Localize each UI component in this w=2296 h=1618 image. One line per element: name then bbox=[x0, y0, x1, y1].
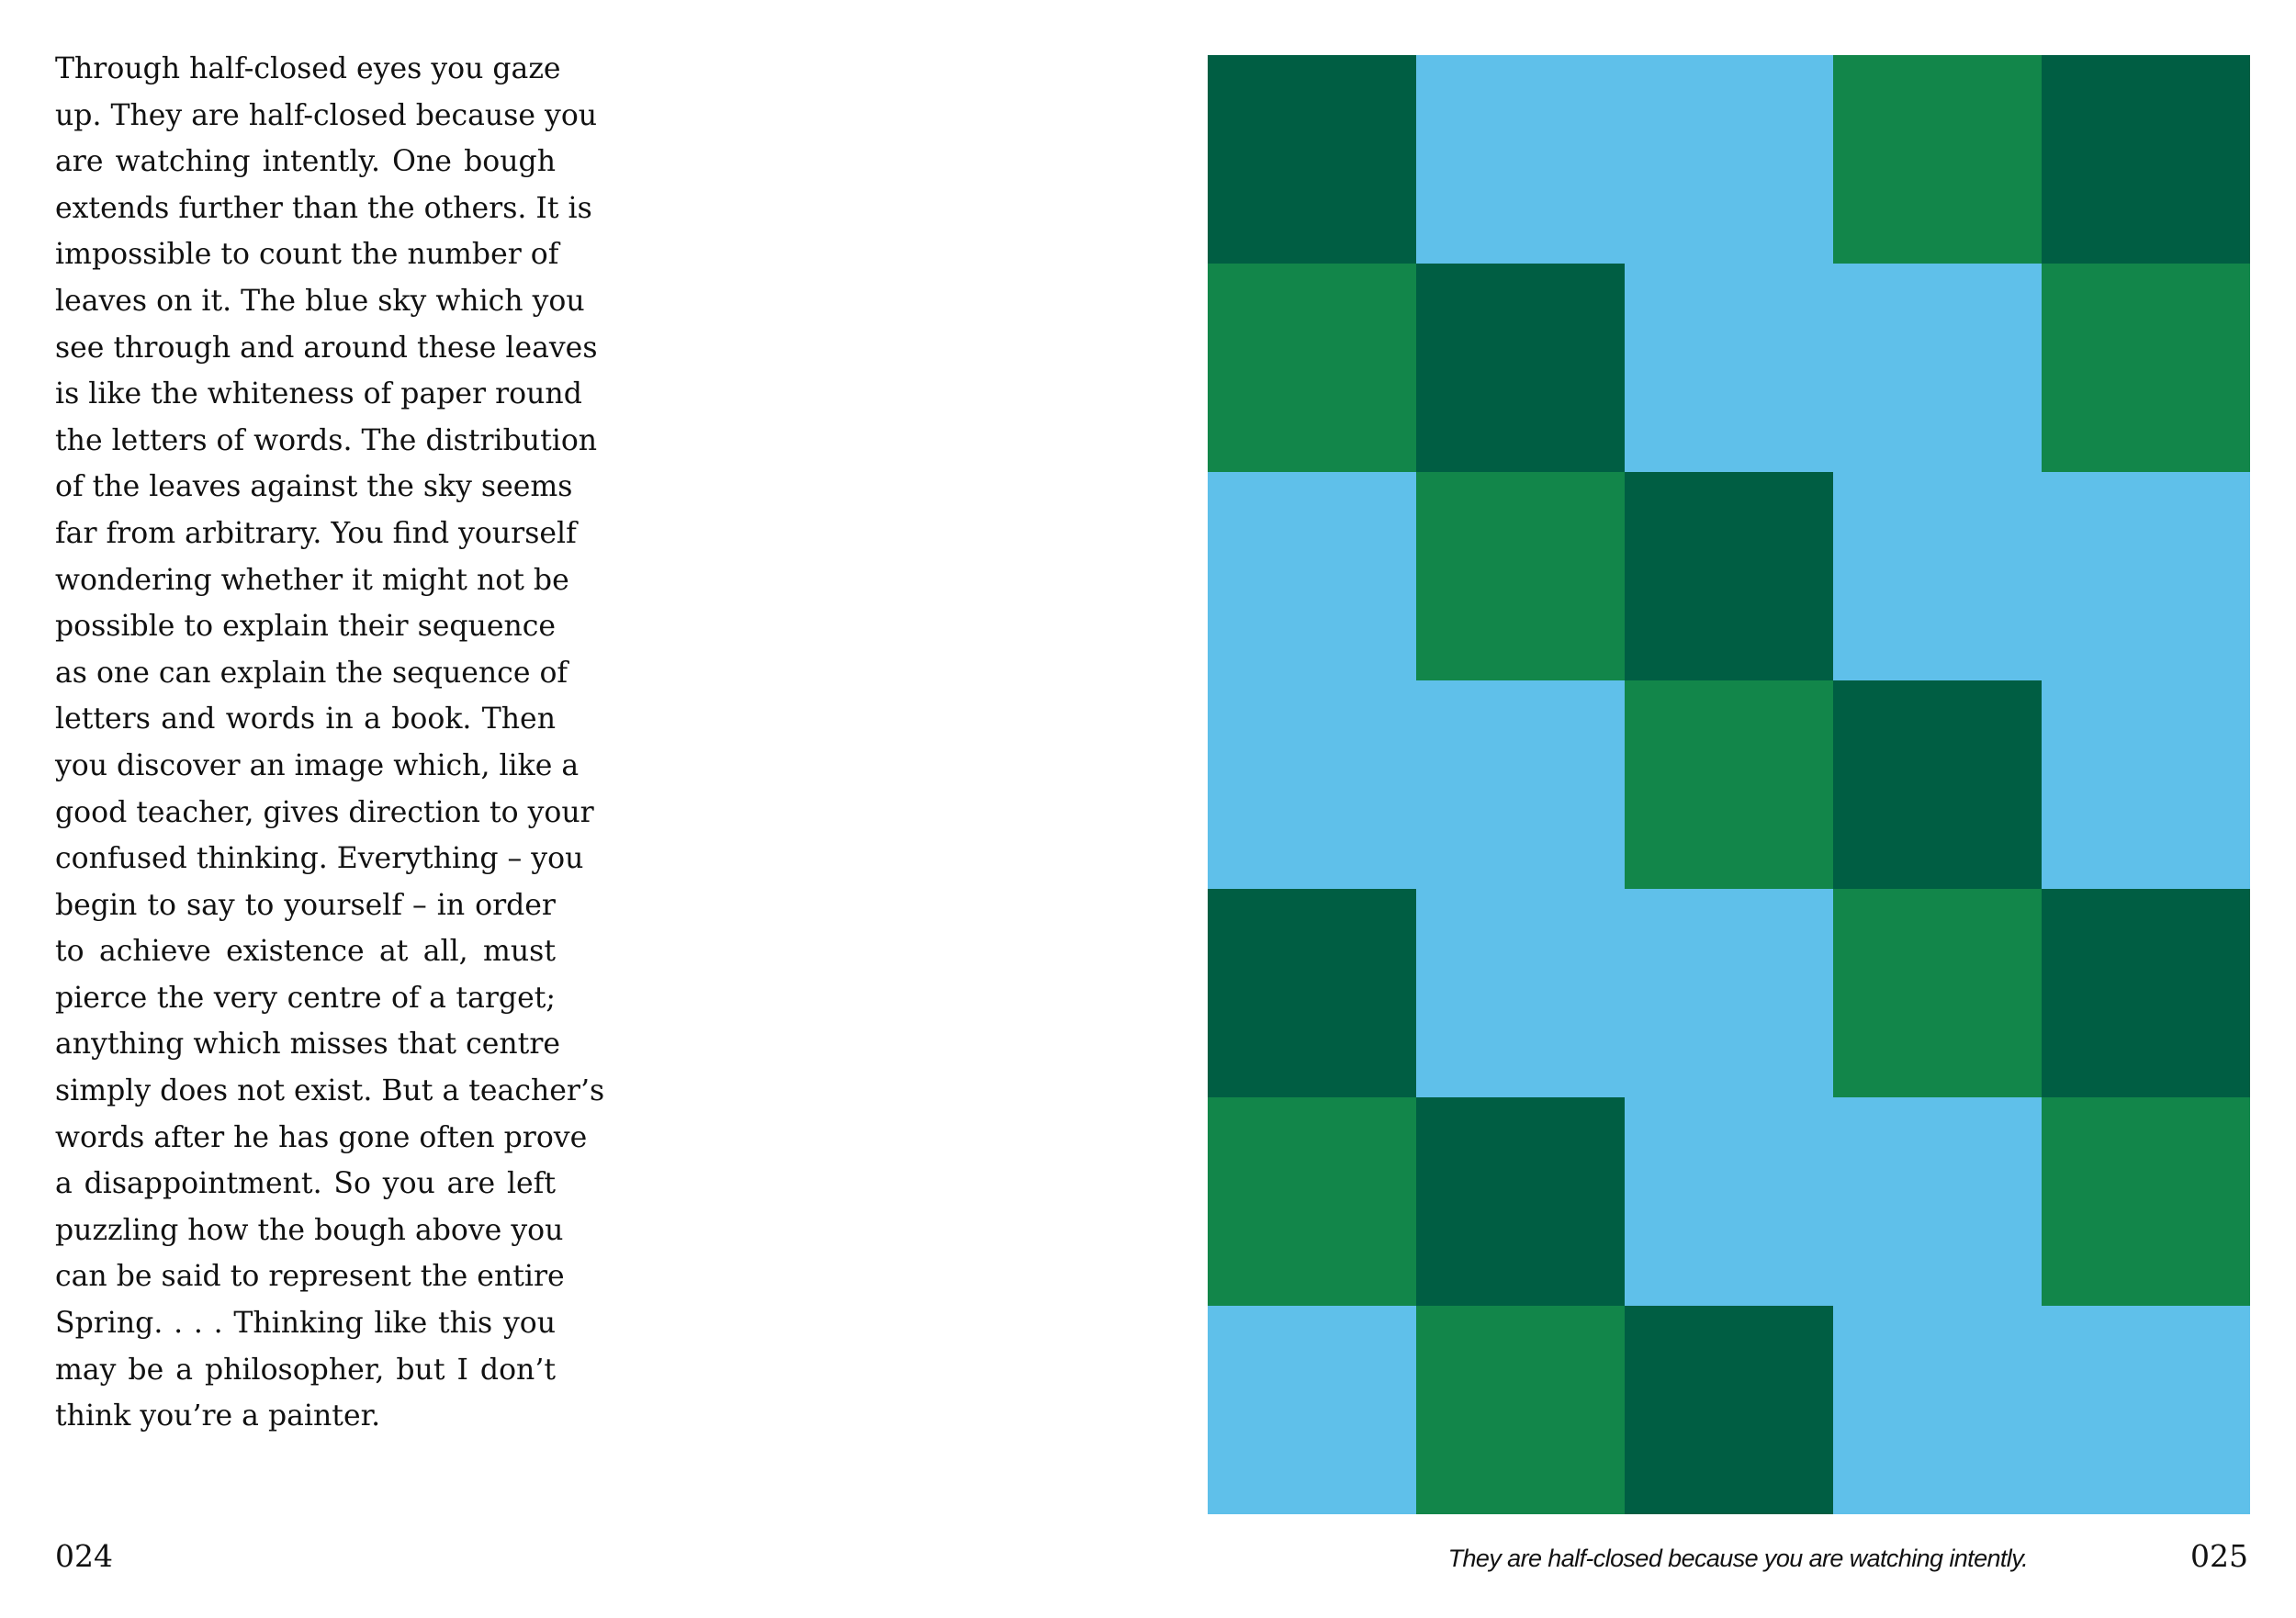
body-text bbox=[55, 46, 605, 1440]
body-text-line: is like the whiteness of paper round bbox=[55, 377, 582, 411]
artwork-tile-leaf-light bbox=[1208, 264, 1416, 472]
artwork-tile-sky bbox=[1208, 1306, 1416, 1514]
artwork-tile-sky bbox=[1833, 472, 2042, 680]
body-text-line: good teacher, gives direction to your bbox=[55, 795, 594, 829]
pixel-tree-artwork bbox=[1208, 55, 2250, 1514]
body-text-line: think you’re a painter. bbox=[55, 1399, 381, 1433]
body-text-line: letters and words in a book. Then bbox=[55, 702, 556, 736]
page-number-left: 024 bbox=[55, 1538, 113, 1574]
artwork-tile-leaf-light bbox=[1833, 55, 2042, 264]
body-text-line: extends further than the others. It is bbox=[55, 191, 592, 225]
artwork-tile-leaf-light bbox=[2042, 264, 2250, 472]
body-text-line: puzzling how the bough above you bbox=[55, 1213, 564, 1247]
artwork-tile-sky bbox=[1833, 1306, 2042, 1514]
body-text-line: may be a philosopher, but I don’t bbox=[55, 1353, 556, 1387]
artwork-tile-leaf-dark bbox=[1833, 680, 2042, 889]
body-text-line: are watching intently. One bough bbox=[55, 145, 556, 179]
body-text-line: far from arbitrary. You find yourself bbox=[55, 516, 577, 550]
body-text-line: you discover an image which, like a bbox=[55, 748, 580, 782]
body-text-line: impossible to count the number of bbox=[55, 238, 559, 272]
artwork-tile-sky bbox=[2042, 680, 2250, 889]
artwork-tile-leaf-dark bbox=[1416, 1097, 1625, 1306]
body-text-line: Spring. . . . Thinking like this you bbox=[55, 1307, 556, 1341]
artwork-tile-sky bbox=[1416, 55, 1625, 264]
body-text-line: possible to explain their sequence bbox=[55, 610, 557, 644]
artwork-tile-sky bbox=[1416, 889, 1625, 1097]
body-text-line: of the leaves against the sky seems bbox=[55, 470, 573, 504]
body-text-line: confused thinking. Everything – you bbox=[55, 842, 584, 876]
artwork-tile-sky bbox=[1833, 1097, 2042, 1306]
artwork-tile-sky bbox=[1625, 55, 1833, 264]
artwork-tile-leaf-dark bbox=[2042, 889, 2250, 1097]
artwork-tile-sky bbox=[1625, 889, 1833, 1097]
body-text-line: see through and around these leaves bbox=[55, 331, 598, 365]
artwork-tile-sky bbox=[1833, 264, 2042, 472]
artwork-tile-leaf-dark bbox=[1416, 264, 1625, 472]
body-text-line: to achieve existence at all, must bbox=[55, 935, 556, 969]
artwork-tile-leaf-dark bbox=[1625, 472, 1833, 680]
body-text-line: up. They are half-closed because you bbox=[55, 98, 598, 132]
artwork-tile-leaf-dark bbox=[1208, 889, 1416, 1097]
body-text-line: a disappointment. So you are left bbox=[55, 1167, 556, 1201]
body-text-line: words after he has gone often prove bbox=[55, 1120, 588, 1154]
artwork-tile-sky bbox=[1208, 680, 1416, 889]
artwork-tile-leaf-dark bbox=[1208, 55, 1416, 264]
artwork-tile-sky bbox=[1208, 472, 1416, 680]
artwork-tile-leaf-light bbox=[1833, 889, 2042, 1097]
artwork-tile-leaf-light bbox=[2042, 1097, 2250, 1306]
body-text-line: as one can explain the sequence of bbox=[55, 656, 568, 690]
body-text-line: wondering whether it might not be bbox=[55, 563, 569, 597]
artwork-tile-leaf-light bbox=[1208, 1097, 1416, 1306]
body-text-line: pierce the very centre of a target; bbox=[55, 981, 556, 1015]
artwork-tile-sky bbox=[1625, 264, 1833, 472]
body-text-line: the letters of words. The distribution bbox=[55, 423, 598, 457]
artwork-tile-sky bbox=[1416, 680, 1625, 889]
body-text-line: leaves on it. The blue sky which you bbox=[55, 284, 585, 318]
body-text-line: can be said to represent the entire bbox=[55, 1260, 565, 1294]
artwork-tile-sky bbox=[2042, 1306, 2250, 1514]
body-text-line: anything which misses that centre bbox=[55, 1028, 561, 1062]
artwork-tile-leaf-light bbox=[1416, 472, 1625, 680]
artwork-tile-leaf-dark bbox=[1625, 1306, 1833, 1514]
artwork-tile-leaf-light bbox=[1625, 680, 1833, 889]
page-number-right: 025 bbox=[2190, 1538, 2248, 1574]
artwork-tile-leaf-dark bbox=[2042, 55, 2250, 264]
artwork-tile-sky bbox=[2042, 472, 2250, 680]
body-text-line: begin to say to yourself – in order bbox=[55, 888, 556, 922]
artwork-tile-sky bbox=[1625, 1097, 1833, 1306]
artwork-tile-leaf-light bbox=[1416, 1306, 1625, 1514]
body-text-line: Through half-closed eyes you gaze bbox=[55, 52, 561, 85]
body-text-line: simply does not exist. But a teacher’s bbox=[55, 1074, 605, 1108]
figure-caption: They are half-closed because you are watching intently. bbox=[1447, 1545, 2028, 1572]
